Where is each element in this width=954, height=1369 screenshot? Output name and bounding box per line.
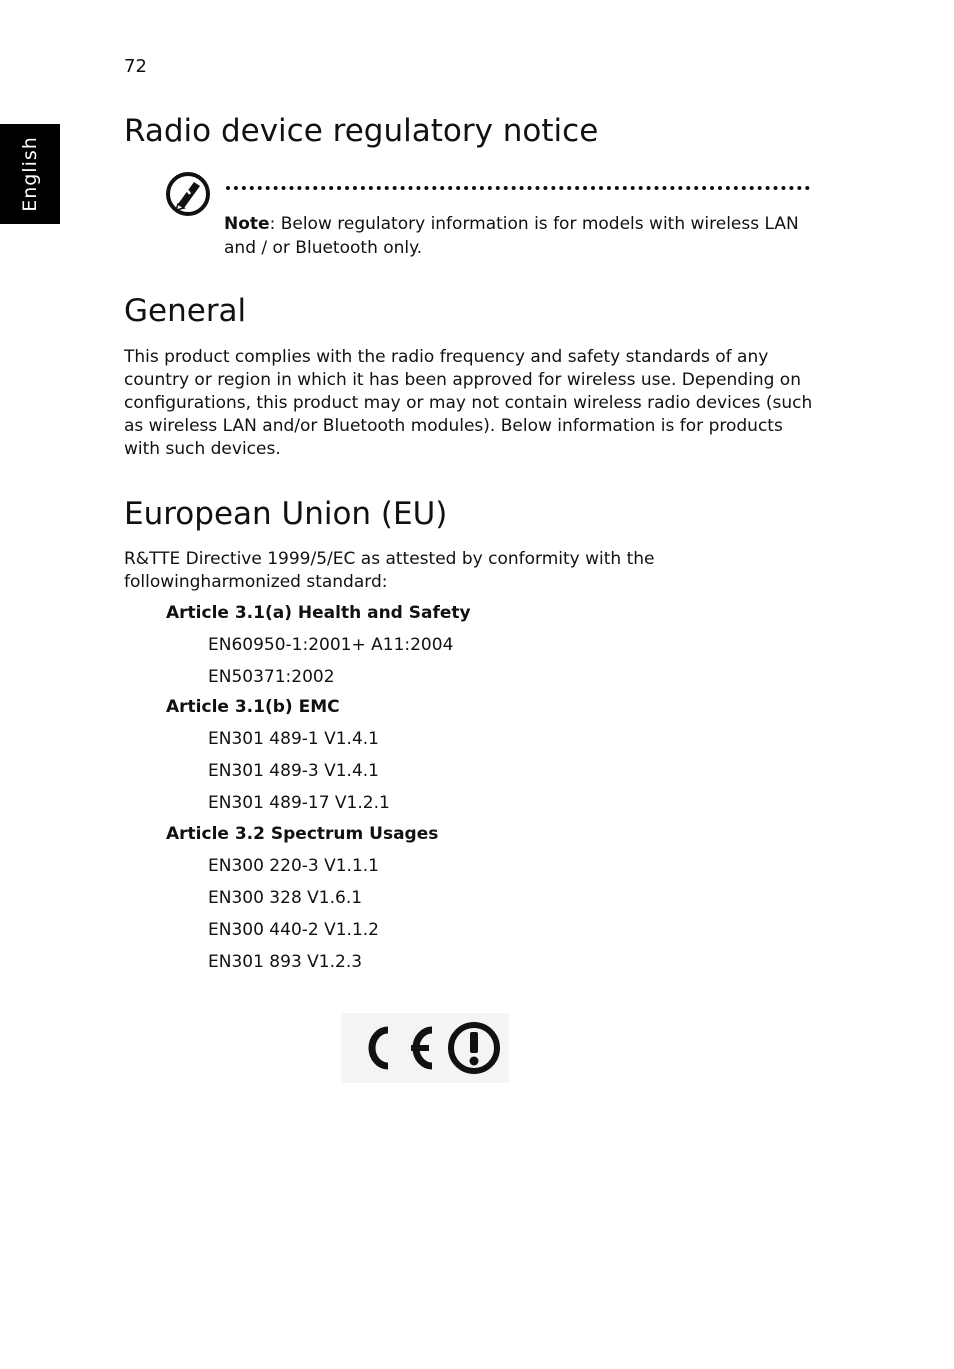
note-text: [224, 212, 804, 260]
eu-title: European Union (EU): [124, 496, 448, 532]
article-heading-health-safety: Article 3.1(a) Health and Safety: [166, 603, 471, 623]
general-title: General: [124, 293, 247, 329]
language-tab: [0, 124, 60, 224]
standard-item: EN300 328 V1.6.1: [208, 888, 363, 908]
standard-item: EN60950-1:2001+ A11:2004: [208, 635, 454, 655]
note-pen-icon: [164, 170, 212, 218]
radio-notice-title: Radio device regulatory notice: [124, 113, 599, 149]
page-number: 72: [124, 56, 147, 77]
note-body: : Below regulatory information is for models with wireless LAN and / or Bluetooth only.: [224, 214, 799, 258]
ce-alert-mark-icon: [341, 1013, 509, 1083]
eu-intro-line-1: R&TTE Directive 1999/5/EC as attested by conformity with the: [124, 549, 655, 569]
general-body: This product complies with the radio frequency and safety standards of any country or region in which it has been approved for wireless use. Depending on configurations, this product may or may not contain wireless radio devices (such as wireless LAN and/or Bluetooth modules). Below information is for products with such devices.: [124, 347, 813, 459]
standard-item: EN300 220-3 V1.1.1: [208, 856, 379, 876]
standard-item: EN301 489-17 V1.2.1: [208, 793, 390, 813]
eu-intro-line-2: followingharmonized standard:: [124, 572, 388, 592]
standard-item: EN301 489-3 V1.4.1: [208, 761, 379, 781]
article-heading-emc: Article 3.1(b) EMC: [166, 697, 340, 717]
standard-item: EN300 440-2 V1.1.2: [208, 920, 379, 940]
standard-item: EN50371:2002: [208, 667, 335, 687]
note-label: Note: [224, 214, 270, 234]
language-tab-label: English: [19, 136, 41, 212]
standard-item: EN301 489-1 V1.4.1: [208, 729, 379, 749]
standard-item: EN301 893 V1.2.3: [208, 952, 363, 972]
note-divider: [226, 186, 810, 190]
article-heading-spectrum: Article 3.2 Spectrum Usages: [166, 824, 439, 844]
